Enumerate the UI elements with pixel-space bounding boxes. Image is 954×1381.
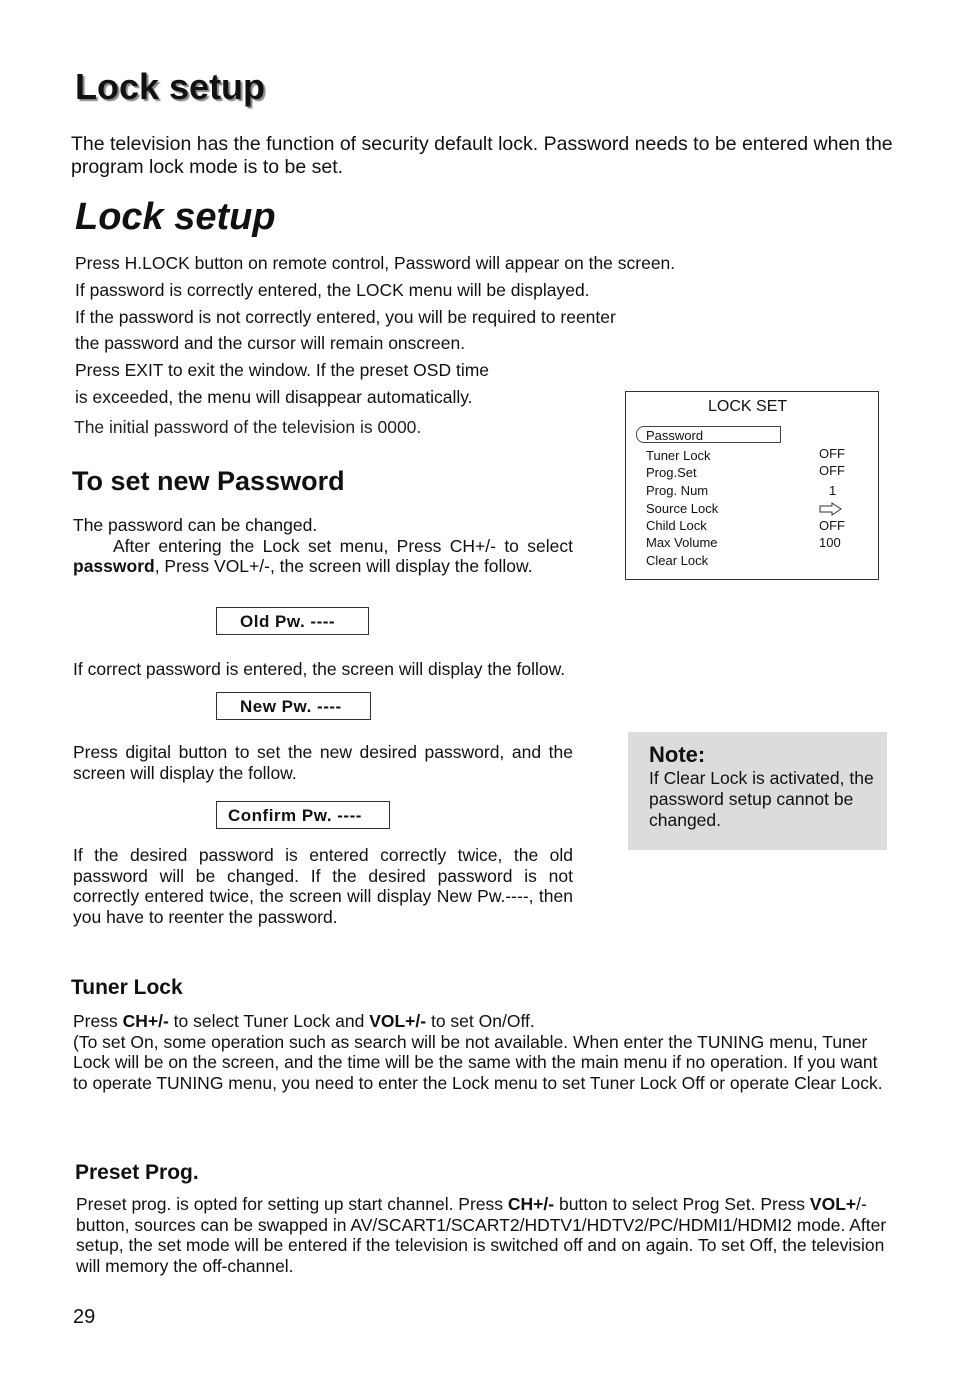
password-result-paragraph: If the desired password is entered correctly twice, the old password will be changed. If the desired password is not correctly entered twice, the screen will display New Pw.----, then you have to reenter the password. — [73, 845, 573, 927]
menu-item-clear-lock: Clear Lock — [646, 553, 709, 568]
text: After entering the Lock set menu, Press CH+/- to select — [113, 535, 573, 556]
menu-item-password: Password — [646, 428, 704, 443]
text: , Press VOL+/-, the screen will display the follow. — [154, 556, 533, 577]
menu-item-prog-set: Prog.Set — [646, 465, 697, 480]
digital-button-paragraph: Press digital button to set the new desired password, and the screen will display the follow. — [73, 742, 573, 783]
instruction-line: If password is correctly entered, the LOCK menu will be displayed. — [75, 279, 590, 300]
instruction-list — [75, 250, 795, 411]
menu-value: OFF — [819, 446, 845, 461]
menu-item-child-lock: Child Lock — [646, 518, 707, 533]
menu-item-max-volume: Max Volume — [646, 535, 718, 550]
lock-set-menu — [625, 391, 879, 580]
menu-item-prog-num: Prog. Num — [646, 483, 709, 498]
new-password-paragraph — [73, 515, 573, 577]
instruction-line: Press H.LOCK button on remote control, Password will appear on the screen. — [75, 253, 676, 273]
menu-value: 1 — [829, 483, 837, 498]
note-box — [628, 732, 887, 850]
section-title: Lock setup — [75, 196, 276, 238]
menu-item-tuner-lock: Tuner Lock — [646, 448, 711, 463]
page-number: 29 — [73, 1306, 96, 1328]
tuner-lock-heading: Tuner Lock — [71, 976, 183, 999]
initial-password-text: The initial password of the television is 0000. — [74, 417, 422, 437]
menu-value: 100 — [819, 535, 841, 550]
instruction-line: If the password is not correctly entered, you will be required to reenter — [75, 306, 616, 327]
confirm-password-box: Confirm Pw. ---- — [216, 801, 390, 829]
intro-text: The television has the function of security default lock. Password needs to be entered when the program lock mode is to be set. — [71, 133, 893, 178]
bold-text: password — [73, 556, 155, 577]
new-password-heading: To set new Password — [72, 466, 345, 496]
menu-value: OFF — [819, 463, 845, 478]
correct-password-paragraph: If correct password is entered, the screen will display the follow. — [73, 659, 566, 679]
instruction-line: Press EXIT to exit the window. If the preset OSD time — [75, 360, 490, 381]
menu-item-source-lock: Source Lock — [646, 500, 871, 517]
right-arrow-icon — [819, 502, 843, 516]
instruction-line: the password and the cursor will remain onscreen. — [75, 333, 466, 354]
old-password-box: Old Pw. ---- — [216, 607, 369, 635]
note-title: Note: — [649, 742, 706, 767]
menu-value: OFF — [819, 518, 845, 533]
preset-prog-paragraph: Preset prog. is opted for setting up start channel. Press CH+/- button to select Prog Set. Press VOL+/- button, sources can be swapped in AV/SCART1/SCART2/HDTV1/HDTV2/PC/HDMI1/HDMI2 mode. After setup, the set mode will be entered if the television is switched off and on again. To set Off, the television will memory the off-channel. — [76, 1194, 887, 1276]
new-password-box: New Pw. ---- — [216, 692, 371, 720]
lock-set-title: LOCK SET — [708, 398, 788, 415]
tuner-lock-paragraph: Press CH+/- to select Tuner Lock and VOL+/- to set On/Off. (To set On, some operation such as search will be not available. When enter the TUNING menu, Tuner Lock will be on the screen, and the time will be the same with the main menu if no operation. If you want to operate TUNING menu, you need to enter the Lock menu to set Tuner Lock Off or operate Clear Lock. — [73, 1011, 883, 1093]
preset-prog-heading: Preset Prog. — [75, 1161, 199, 1184]
text: The password can be changed. — [73, 515, 318, 535]
page-title: Lock setup — [75, 66, 266, 107]
note-body: If Clear Lock is activated, the password setup cannot be changed. — [649, 768, 874, 830]
instruction-line: is exceeded, the menu will disappear automatically. — [75, 386, 473, 407]
